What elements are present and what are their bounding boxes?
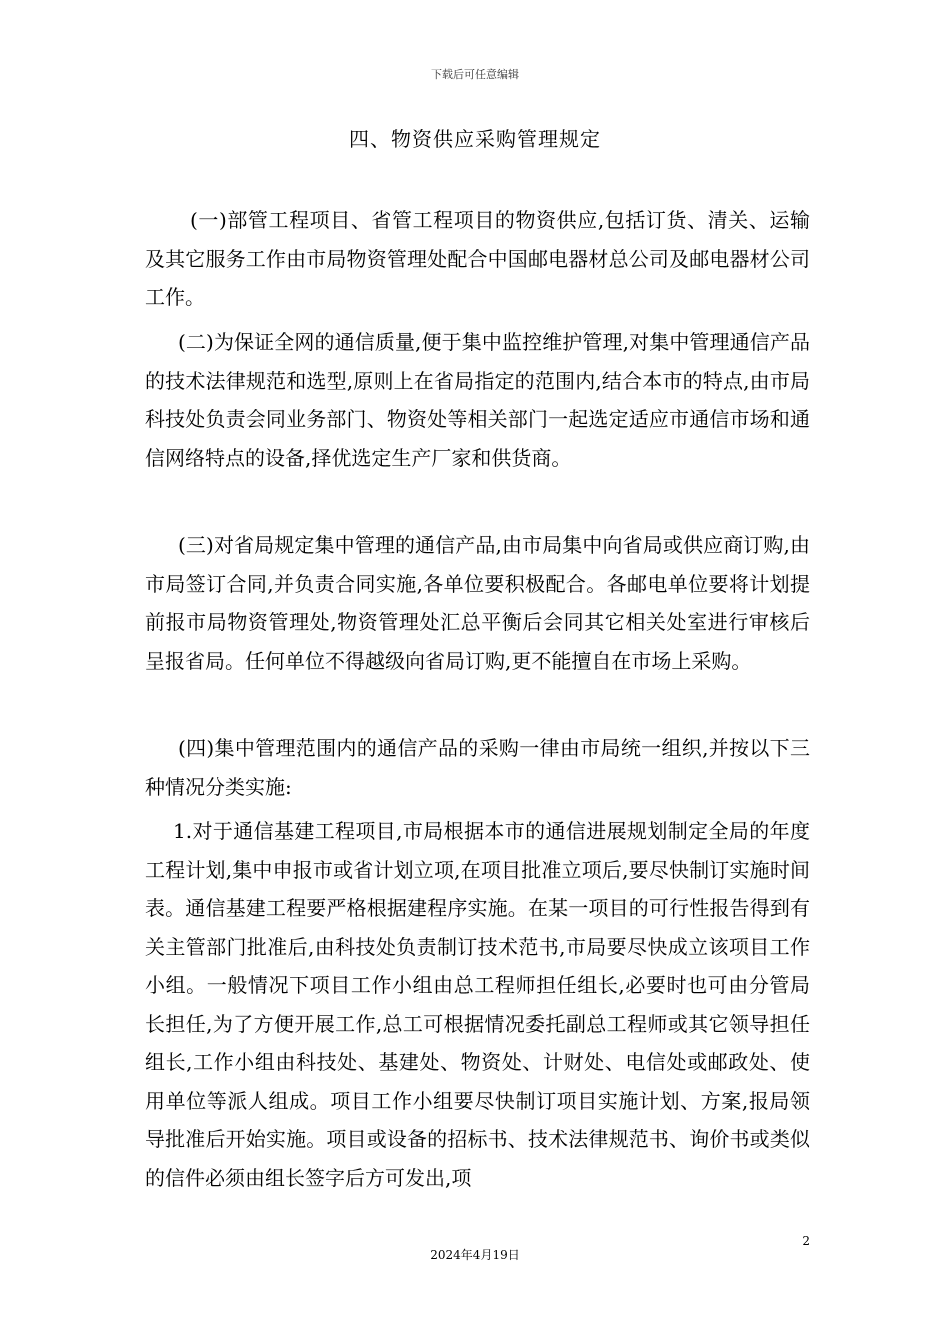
paragraph-5: 1.对于通信基建工程项目,市局根据本市的通信进展规划制定全局的年度工程计划,集中申报市或省计划立项,在项目批准立项后,要尽快制订实施时间表。通信基建工程要严格根据建程序实施。在某一项目的可行性报告得到有关主管部门批准后,由科技处负责制订技术范书,市局要尽快成立该项目工作小组。一般情况下项目工作小组由总工程师担任组长,必要时也可由分管局长担任,为了方便开展工作,总工可根据情况委托副总工程师或其它领导担任组长,工作小组由科技处、基建处、物资处、计财处、电信处或邮政处、使用单位等派人组成。项目工作小组要尽快制订项目实施计划、方案,报局领导批准后开始实施。项目或设备的招标书、技术法律规范书、询价书或类似的信件必须由组长签字后方可发出,项 xyxy=(145,819,810,1190)
page-number: 2 xyxy=(802,1234,810,1248)
paragraph-3: (三)对省局规定集中管理的通信产品,由市局集中向省局或供应商订购,由市局签订合同,并负责合同实施,各单位要积极配合。各邮电单位要将计划提前报市局物资管理处,物资管理处汇总平衡后会同其它相关处室进行审核后呈报省局。任何单位不得越级向省局订购,更不能擅自在市场上采购。 xyxy=(145,533,810,673)
page-header: 下载后可任意编辑 xyxy=(431,68,519,81)
paragraph-1: (一)部管工程项目、省管工程项目的物资供应,包括订货、清关、运输及其它服务工作由市局物资管理处配合中国邮电器材总公司及邮电器材公司工作。 xyxy=(145,208,810,309)
section-title: 四、物资供应采购管理规定 xyxy=(349,127,601,151)
paragraph-4: (四)集中管理范围内的通信产品的采购一律由市局统一组织,并按以下三种情况分类实施: xyxy=(145,736,810,799)
page-footer-date: 2024年4月19日 xyxy=(430,1248,520,1262)
paragraph-2: (二)为保证全网的通信质量,便于集中监控维护管理,对集中管理通信产品的技术法律规范和选型,原则上在省局指定的范围内,结合本市的特点,由市局科技处负责会同业务部门、物资处等相关部门一起选定适应市通信市场和通信网络特点的设备,择优选定生产厂家和供货商。 xyxy=(145,330,810,470)
